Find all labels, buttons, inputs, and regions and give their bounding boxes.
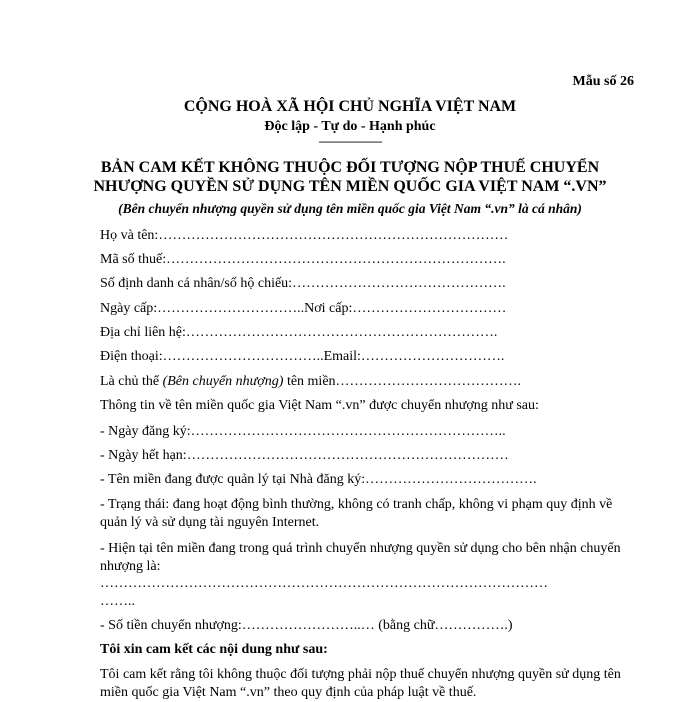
transfer-dots-line-2: …….. — [100, 594, 135, 609]
form-code: Mẫu số 26 — [572, 74, 634, 89]
title-line-1: BẢN CAM KẾT KHÔNG THUỘC ĐỐI TƯỢNG NỘP THUẾ CHUYỂN — [100, 159, 600, 176]
field-address: Địa chỉ liên hệ:…………………………………………………………. — [100, 325, 498, 340]
commitment-text: Tôi cam kết rằng tôi không thuộc đối tượng phải nộp thuế chuyển nhượng quyền sử dụng tên miền quốc gia Việt Nam “.vn” theo quy định của pháp luật về thuế. — [100, 667, 621, 700]
field-id-number: Số định danh cá nhân/số hộ chiếu:………………………………………. — [100, 276, 506, 291]
owner-prefix: Là chủ thể — [100, 374, 163, 389]
field-full-name: Họ và tên:………………………………………………………………… — [100, 228, 509, 243]
field-expiry-date: - Ngày hết hạn:…………………………………………………………… — [100, 448, 509, 463]
field-phone-email: Điện thoại:……………………………..Email:…………………………. — [100, 349, 505, 364]
owner-role: (Bên chuyển nhượng) — [162, 374, 284, 389]
field-transfer-to: - Hiện tại tên miền đang trong quá trình chuyển nhượng quyền sử dụng cho bên nhận chuyển nhượng là: — [100, 541, 621, 574]
field-issue-date: Ngày cấp:…………………………..Nơi cấp:…………………………… — [100, 301, 507, 316]
nation-heading: CỘNG HOÀ XÃ HỘI CHỦ NGHĨA VIỆT NAM — [183, 98, 517, 115]
commitment-heading: Tôi xin cam kết các nội dung như sau: — [100, 642, 328, 657]
field-domain-owner — [100, 374, 521, 390]
document-title — [0, 158, 700, 196]
motto: Độc lập - Tự do - Hạnh phúc — [264, 119, 436, 134]
field-registered-date: - Ngày đăng ký:………………………………………………………….. — [100, 424, 506, 439]
document-subtitle: (Bên chuyển nhượng quyền sử dụng tên miền quốc gia Việt Nam “.vn” là cá nhân) — [118, 201, 582, 216]
owner-suffix: tên miền…………………………………. — [283, 374, 522, 389]
title-line-2: NHƯỢNG QUYỀN SỬ DỤNG TÊN MIỀN QUỐC GIA VIỆT NAM “.VN” — [93, 178, 607, 195]
field-amount: - Số tiền chuyển nhượng:……………………..… (bằng chữ…………….) — [100, 618, 513, 633]
domain-info-intro: Thông tin về tên miền quốc gia Việt Nam “.vn” được chuyển nhượng như sau: — [100, 398, 539, 413]
field-tax-code: Mã số thuế:………………………………………………………………. — [100, 252, 506, 267]
field-registrar: - Tên miền đang được quản lý tại Nhà đăng ký:………………………………. — [100, 472, 537, 487]
field-status: - Trạng thái: đang hoạt động bình thường, không có tranh chấp, không vi phạm quy định về quản lý và sử dụng tài nguyên Internet. — [100, 497, 613, 530]
separator-rule: --------------------- — [318, 134, 382, 148]
transfer-dots-line-1: …………………………………………………………………………………… — [100, 576, 548, 591]
